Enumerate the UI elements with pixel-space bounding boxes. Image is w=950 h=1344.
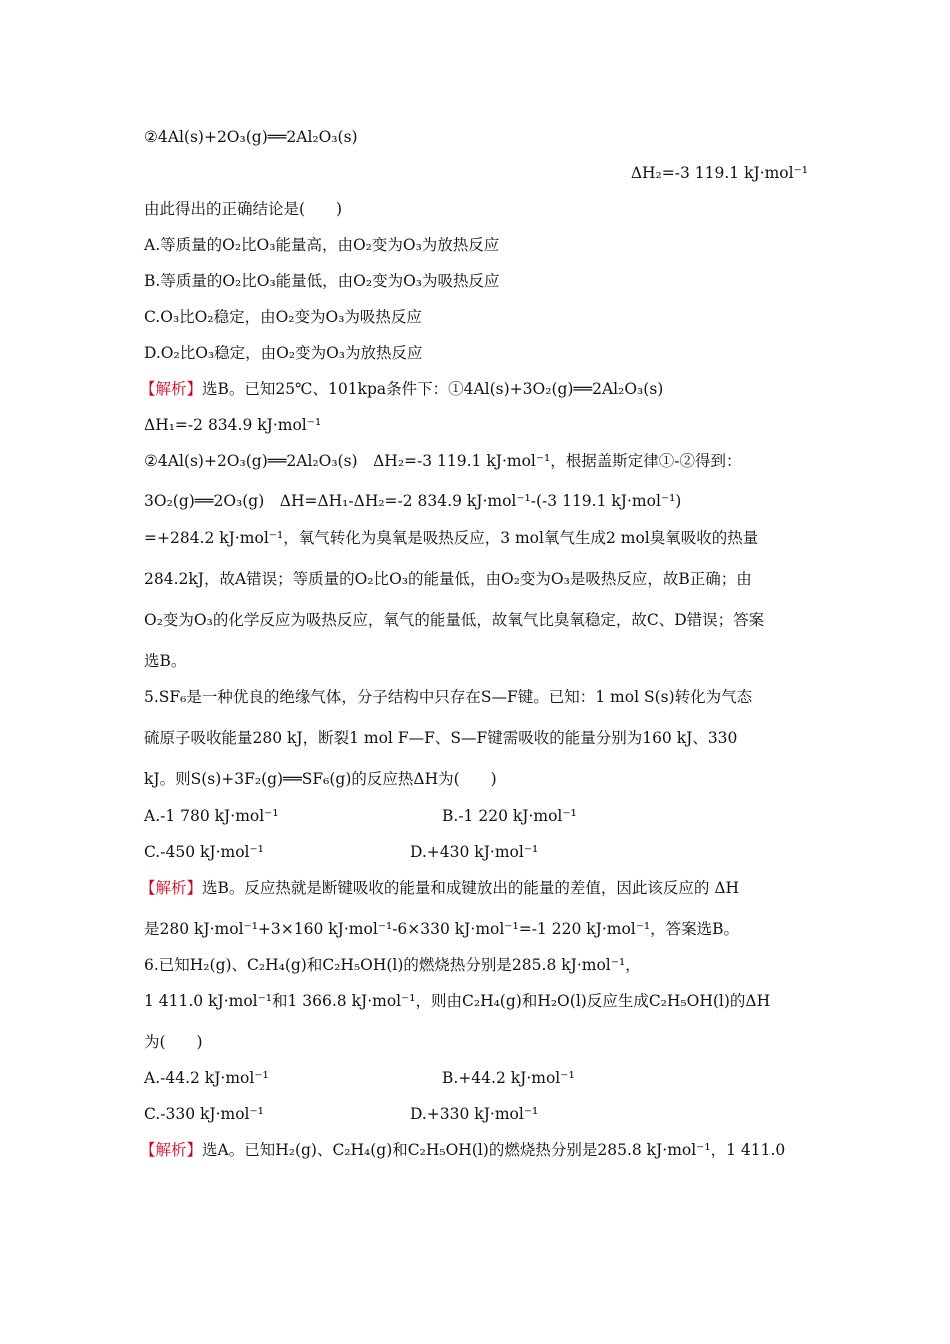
q5-option-d: D.+430 kJ·mol⁻¹ [410, 843, 539, 861]
option-d: D.O₂比O₃稳定，由O₂变为O₃为放热反应 [144, 344, 423, 362]
analysis-line-7: O₂变为O₃的化学反应为吸热反应，氧气的能量低，故氧气比臭氧稳定，故C、D错误；答案 [144, 611, 765, 629]
q5-option-a: A.-1 780 kJ·mol⁻¹ [144, 807, 279, 825]
analysis-text: 选B。反应热就是断键吸收的能量和成键放出的能量的差值，因此该反应的 ΔH [202, 879, 740, 897]
analysis-line-8: 选B。 [144, 652, 187, 670]
option-b: B.等质量的O₂比O₃能量低，由O₂变为O₃为吸热反应 [144, 272, 500, 290]
q6-option-c: C.-330 kJ·mol⁻¹ [144, 1105, 264, 1123]
q5-analysis-line-2: 是280 kJ·mol⁻¹+3×160 kJ·mol⁻¹-6×330 kJ·mol⁻¹=-1 220 kJ·mol⁻¹，答案选B。 [144, 920, 740, 938]
option-c: C.O₃比O₂稳定，由O₂变为O₃为吸热反应 [144, 308, 422, 326]
q6-stem-line-2: 1 411.0 kJ·mol⁻¹和1 366.8 kJ·mol⁻¹，则由C₂H₄(g)和H₂O(l)反应生成C₂H₅OH(l)的ΔH [144, 992, 771, 1010]
q6-option-b: B.+44.2 kJ·mol⁻¹ [442, 1069, 575, 1087]
q6-analysis-line-1 [140, 1140, 785, 1160]
analysis-text: 选A。已知H₂(g)、C₂H₄(g)和C₂H₅OH(l)的燃烧热分别是285.8 kJ·mol⁻¹，1 411.0 [202, 1141, 786, 1159]
analysis-line-6: 284.2kJ，故A错误；等质量的O₂比O₃的能量低，由O₂变为O₃是吸热反应，故B正确；由 [144, 570, 752, 588]
analysis-line-3: ②4Al(s)+2O₃(g)══2Al₂O₃(s) ΔH₂=-3 119.1 kJ·mol⁻¹，根据盖斯定律①-②得到： [144, 452, 742, 470]
analysis-line-4: 3O₂(g)══2O₃(g) ΔH=ΔH₁-ΔH₂=-2 834.9 kJ·mol⁻¹-(-3 119.1 kJ·mol⁻¹) [144, 492, 682, 510]
analysis-text: 选B。已知25℃、101kpa条件下：①4Al(s)+3O₂(g)══2Al₂O₃(s) [202, 380, 664, 398]
q6-stem-line-3: 为( ) [144, 1033, 203, 1051]
analysis-line-5: =+284.2 kJ·mol⁻¹，氧气转化为臭氧是吸热反应，3 mol氧气生成2 mol臭氧吸收的热量 [144, 529, 759, 547]
analysis-tag: 【解析】 [140, 879, 203, 897]
option-a: A.等质量的O₂比O₃能量高，由O₂变为O₃为放热反应 [144, 236, 500, 254]
analysis-tag: 【解析】 [140, 380, 203, 398]
q6-stem-line-1: 6.已知H₂(g)、C₂H₄(g)和C₂H₅OH(l)的燃烧热分别是285.8 kJ·mol⁻¹， [144, 956, 641, 974]
q5-option-c: C.-450 kJ·mol⁻¹ [144, 843, 264, 861]
equation-line-2: ②4Al(s)+2O₃(g)══2Al₂O₃(s) [144, 128, 358, 146]
q5-analysis-line-1 [140, 878, 739, 898]
delta-h2-line: ΔH₂=-3 119.1 kJ·mol⁻¹ [630, 164, 808, 182]
analysis-tag: 【解析】 [140, 1141, 203, 1159]
q5-stem-line-2: 硫原子吸收能量280 kJ，断裂1 mol F—F、S—F键需吸收的能量分别为160 kJ、330 [144, 729, 738, 747]
q5-option-b: B.-1 220 kJ·mol⁻¹ [442, 807, 577, 825]
q5-stem-line-3: kJ。则S(s)+3F₂(g)══SF₆(g)的反应热ΔH为( ) [144, 770, 497, 788]
question-stem: 由此得出的正确结论是( ) [144, 200, 343, 218]
q5-stem-line-1: 5.SF₆是一种优良的绝缘气体，分子结构中只存在S—F键。已知：1 mol S(s)转化为气态 [144, 688, 753, 706]
q6-option-d: D.+330 kJ·mol⁻¹ [410, 1105, 539, 1123]
analysis-line-1 [140, 379, 663, 399]
q6-option-a: A.-44.2 kJ·mol⁻¹ [144, 1069, 269, 1087]
analysis-line-2: ΔH₁=-2 834.9 kJ·mol⁻¹ [144, 416, 322, 434]
